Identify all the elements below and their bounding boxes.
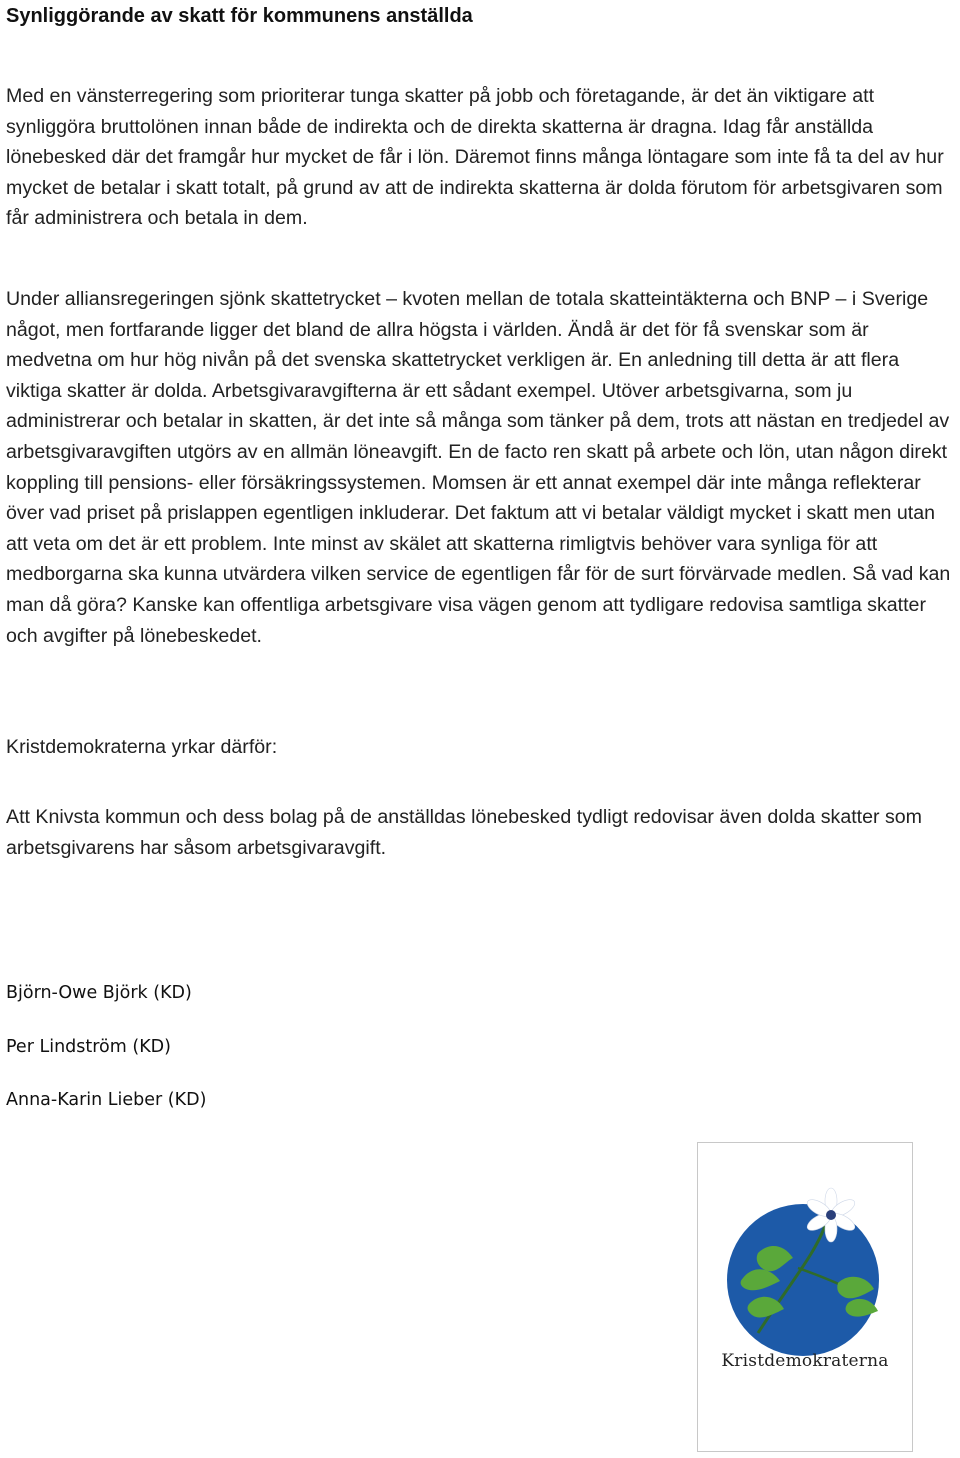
signatory-list — [6, 978, 206, 1139]
paragraph-intro: Med en vänsterregering som prioriterar tunga skatter på jobb och företagande, är det än viktigare att synliggöra bruttolönen innan både de indirekta och de direkta skatterna är dragna. Idag får anställda lönebesked där det framgår hur mycket de får i lön. Däremot finns många löntagare som inte få ta del av hur mycket de betalar i skatt totalt, på grund av att de indirekta skatterna är dolda förutom för arbetsgivaren som får administrera och betala in dem. — [6, 85, 944, 230]
paragraph-motion: Att Knivsta kommun och dess bolag på de anställdas lönebesked tydligt redovisar även dolda skatter som arbetsgivarens har såsom arbetsgivaravgift. — [6, 806, 922, 859]
document-title: Synliggörande av skatt för kommunens anställda — [6, 5, 473, 27]
party-logo — [697, 1142, 913, 1452]
paragraph-background: Under alliansregeringen sjönk skattetrycket – kvoten mellan de totala skatteintäkterna och BNP – i Sverige något, men fortfarande ligger det bland de allra högsta i världen. Ändå är det för få svenskar som är medvetna om hur hög nivån på det svenska skattetrycket verkligen är. En anledning till detta är att flera viktiga skatter är dolda. Arbetsgivaravgifterna är ett sådant exempel. Utöver arbetsgivarna, som ju administrerar och betalar in skatten, är det inte så många som tänker på dem, trots att nästan en tredjedel av arbetsgivaravgiften utgörs av en allmän löneavgift. En de facto ren skatt på arbete och lön, utan någon direkt koppling till pensions- eller försäkringssystemen. Momsen är ett annat exempel där inte många reflekterar över vad priset på prislappen egentligen inkluderar. Det faktum att vi betalar väldigt mycket i skatt men utan att veta om det är ett problem. Inte minst av skälet att skatterna rimligtvis behöver vara synliga för att medborgarna ska kunna utvärdera vilken service de egentligen får för de surt förvärvade medlen. Så vad kan man då göra? Kanske kan offentliga arbetsgivare visa vägen genom att tydligare redovisa samtliga skatter och avgifter på lönebeskedet. — [6, 288, 951, 647]
signatory: Björn-Owe Björk (KD) — [6, 983, 192, 1003]
anemone-flower-logo-icon — [698, 1143, 912, 1451]
signatory: Anna-Karin Lieber (KD) — [6, 1090, 207, 1110]
logo-wordmark: Kristdemokraterna — [721, 1351, 889, 1371]
paragraph-demand-heading: Kristdemokraterna yrkar därför: — [6, 736, 278, 758]
signatory: Per Lindström (KD) — [6, 1036, 171, 1057]
